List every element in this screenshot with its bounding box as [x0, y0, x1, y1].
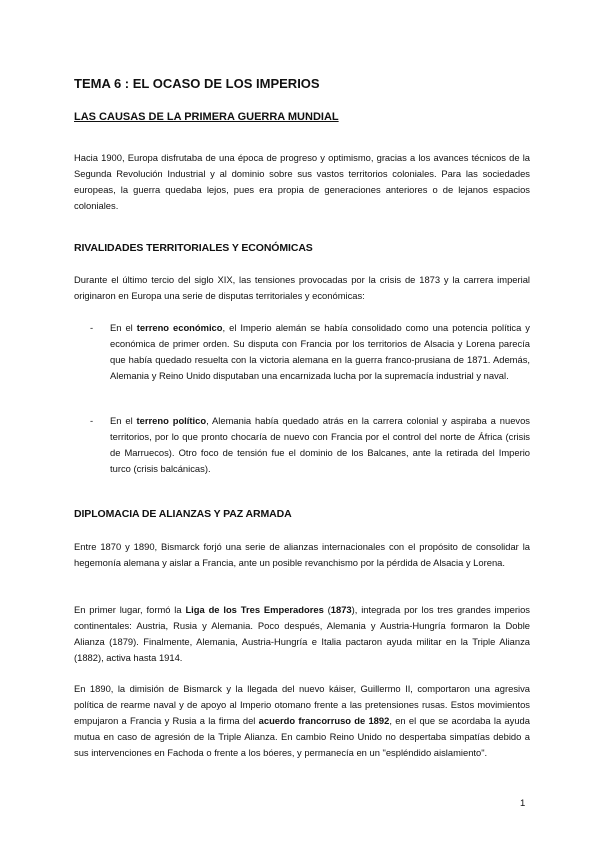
bold-term: terreno político — [136, 415, 207, 426]
bullet-item-politico — [74, 413, 530, 477]
paragraph-rivalidades-intro: Durante el último tercio del siglo XIX, las tensiones provocadas por la crisis de 1873 y la carrera imperial originaron en Europa una serie de disputas territoriales y económicas: — [74, 274, 530, 301]
text-run: , Alemania había quedado atrás en la carrera colonial y aspiraba a nuevos territorios, por lo que pronto chocaría de nuevo con Francia por el control del norte de África (crisis de Marruecos). Otro foco de tensión fue el dominio de los Balcanes, ante la retirada del Imperio turco (crisis balcánicas). — [110, 415, 530, 474]
paragraph-guillermo — [74, 681, 530, 761]
section-heading-rivalidades: RIVALIDADES TERRITORIALES Y ECONÓMICAS — [74, 242, 313, 254]
text-run: En 1890, la dimisión de Bismarck y la llegada del nuevo káiser, Guillermo II, comportaron una agresiva política de rearme naval y de apoyo al Imperio otomano frente a las pretensiones rusas. Estos movimientos empujaron a Francia y Rusia a la firma del — [74, 683, 530, 726]
text-run: En el — [110, 415, 137, 426]
paragraph-alianzas — [74, 602, 530, 666]
text-run: ( — [323, 604, 331, 615]
paragraph-bismarck: Entre 1870 y 1890, Bismarck forjó una serie de alianzas internacionales con el propósito de consolidar la hegemonía alemana y aislar a Francia, ante un posible revanchismo por la pérdida de Alsacia y Lorena. — [74, 541, 530, 568]
page-number: 1 — [520, 798, 526, 809]
bullet-dash: - — [90, 322, 94, 333]
bullet-text — [110, 320, 530, 384]
paragraph-causas: Hacia 1900, Europa disfrutaba de una época de progreso y optimismo, gracias a los avances técnicos de la Segunda Revolución Industrial y al dominio sobre sus vastos territorios coloniales. Para las sociedades europeas, la guerra quedaba lejos, pues era propia de generaciones anteriores o de lejanos espacios coloniales. — [74, 152, 530, 211]
text-run: En el — [110, 322, 137, 333]
bullet-item-economico — [74, 320, 530, 384]
bullet-text — [110, 413, 530, 477]
document-title: TEMA 6 : EL OCASO DE LOS IMPERIOS — [74, 76, 320, 91]
text-run: , en el que se acordaba la ayuda mutua en caso de agresión de la Triple Alianza. En cambio Reino Unido no despertaba simpatías debido a sus intervenciones en Fachoda o frente a los bóeres, y permanecía en un "espléndido aislamiento". — [74, 714, 530, 758]
bold-term: 1873 — [330, 604, 352, 615]
text-run: , el Imperio alemán se había consolidado como una potencia política y económica de primer orden. Su disputa con Francia por los territorios de Alsacia y Lorena parecía que había quedado resuelta con la victoria alemana en la guerra franco-prusiana de 1871. Además, Alemania y Reino Unido disputaban una encarnizada lucha por la supremacía industrial y naval. — [110, 322, 530, 381]
section-heading-causas: LAS CAUSAS DE LA PRIMERA GUERRA MUNDIAL — [74, 111, 339, 123]
bullet-dash: - — [90, 415, 94, 426]
bold-term: Liga de los Tres Emperadores — [185, 604, 324, 615]
text-run: ), integrada por los tres grandes imperios continentales: Austria, Rusia y Alemania. Poco después, Alemania y Austria-Hungría formaron la Doble Alianza (1879). Finalmente, Alemania, Austria-Hungría e Italia pactaron ayuda militar en la Triple Alianza (1882), activa hasta 1914. — [74, 604, 530, 663]
text-run: En primer lugar, formó la — [74, 604, 186, 615]
bold-term: acuerdo francorruso de 1892 — [258, 714, 390, 726]
bold-term: terreno económico — [136, 322, 223, 333]
section-heading-diplomacia: DIPLOMACIA DE ALIANZAS Y PAZ ARMADA — [74, 508, 292, 520]
